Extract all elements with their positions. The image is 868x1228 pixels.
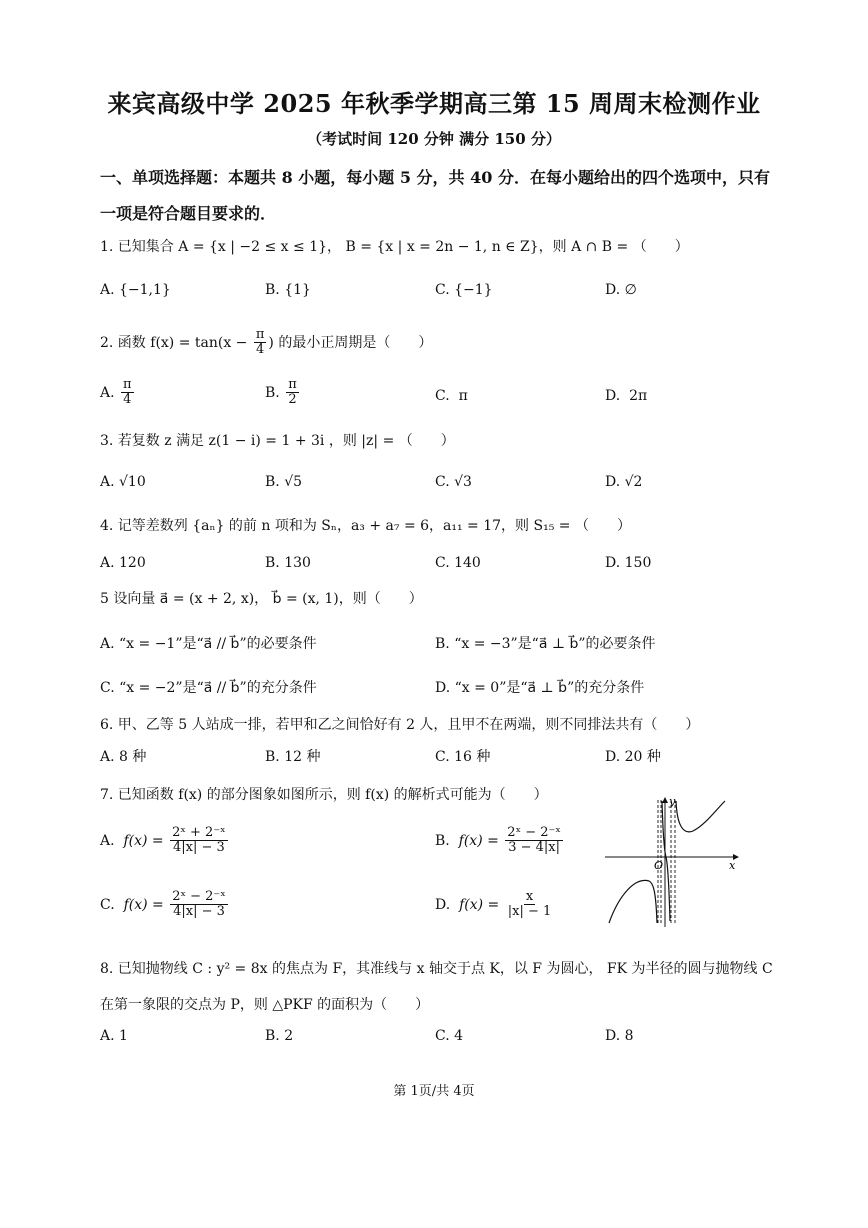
- question-7-function-graph: [605, 795, 745, 930]
- question-2-option-b: [265, 378, 301, 408]
- question-2-stem-pre: 2. 函数 f(x) = tan(x −: [100, 334, 252, 351]
- fraction-denominator: 2: [288, 392, 297, 408]
- fraction-numerator: x: [525, 889, 534, 904]
- x-axis-label: x: [729, 859, 736, 872]
- question-4-option-b: B. 130: [265, 555, 311, 571]
- question-4-option-c: C. 140: [435, 555, 481, 571]
- question-1-option-d: D. ∅: [605, 282, 637, 298]
- question-2-stem: [100, 328, 780, 358]
- option-label: A.: [100, 384, 115, 401]
- fraction-denominator: 4|x| − 3: [173, 904, 225, 920]
- option-lhs: f(x) =: [123, 832, 164, 849]
- question-6-option-a: A. 8 种: [100, 749, 147, 765]
- question-8-stem-line-2: 在第一象限的交点为 P，则 △PKF 的面积为（ ）: [100, 997, 430, 1013]
- curve-middle-branch: [662, 801, 670, 921]
- question-8-option-a: A. 1: [100, 1028, 128, 1044]
- question-2-option-d: [605, 388, 647, 404]
- question-3-stem: 3. 若复数 z 满足 z(1 − i) = 1 + 3i ，则 |z| = （ ）: [100, 433, 455, 449]
- fraction-denominator: 3 − 4|x|: [508, 840, 560, 856]
- option-fraction: [505, 826, 563, 856]
- option-label: D.: [435, 896, 451, 913]
- question-7-option-d: [435, 890, 555, 920]
- curve-left-branch: [609, 880, 657, 923]
- option-fraction: [506, 890, 554, 920]
- question-2-stem-post: ) 的最小正周期是（ ）: [268, 334, 433, 351]
- section-heading: 一、单项选择题：本题共 8 小题，每小题 5 分，共 40 分．在每小题给出的四个选项中，只有一项是符合题目要求的．: [100, 168, 770, 223]
- question-7-stem: 7. 已知函数 f(x) 的部分图象如图所示，则 f(x) 的解析式可能为（ ）: [100, 787, 548, 803]
- option-lhs: f(x) =: [458, 832, 499, 849]
- question-8-option-b: B. 2: [265, 1028, 294, 1044]
- question-3-option-d: D. √2: [605, 474, 643, 490]
- fraction-numerator: π: [123, 377, 132, 392]
- question-6-option-d: D. 20 种: [605, 749, 661, 765]
- question-7-option-c: [100, 890, 230, 920]
- question-6-stem: 6. 甲、乙等 5 人站成一排，若甲和乙之间恰好有 2 人，且甲不在两端，则不同排法共有（ ）: [100, 717, 700, 733]
- question-4-option-a: A. 120: [100, 555, 146, 571]
- question-8-option-c: C. 4: [435, 1028, 464, 1044]
- question-1-option-c: C. {−1}: [435, 282, 493, 298]
- option-label: D.: [605, 388, 621, 404]
- question-8-option-d: D. 8: [605, 1028, 634, 1044]
- question-1-option-a: A. {−1,1}: [100, 282, 171, 298]
- question-5-option-b: B. “x = −3”是“a⃗ ⊥ b⃗”的必要条件: [435, 636, 656, 652]
- option-lhs: f(x) =: [459, 896, 500, 913]
- option-text: 2π: [629, 388, 648, 404]
- option-label: B.: [435, 832, 450, 849]
- fraction-denominator: 4|x| − 3: [173, 840, 225, 856]
- question-5-option-d: D. “x = 0”是“a⃗ ⊥ b⃗”的充分条件: [435, 680, 645, 696]
- option-lhs: f(x) =: [123, 896, 164, 913]
- question-1-option-b: B. {1}: [265, 282, 311, 298]
- question-7-option-b: [435, 826, 565, 856]
- fraction-denominator: |x| − 1: [507, 904, 552, 920]
- question-2-option-a: [100, 378, 136, 408]
- fraction-numerator: π: [288, 377, 297, 392]
- question-2-option-c: [435, 388, 468, 404]
- option-fraction: [170, 826, 228, 856]
- option-text: π: [458, 388, 468, 404]
- question-4-option-d: D. 150: [605, 555, 652, 571]
- fraction-denominator: 4: [123, 392, 132, 408]
- option-fraction: [121, 378, 134, 408]
- option-label: C.: [100, 896, 115, 913]
- question-2-stem-fraction: [254, 328, 267, 358]
- y-axis-label: y: [669, 795, 676, 808]
- fraction-numerator: 2ˣ + 2⁻ˣ: [172, 825, 226, 840]
- question-5-option-c: C. “x = −2”是“a⃗ // b⃗”的充分条件: [100, 680, 317, 696]
- option-label: A.: [100, 832, 115, 849]
- fraction-numerator: 2ˣ − 2⁻ˣ: [507, 825, 561, 840]
- question-5-stem: 5 设向量 a⃗ = (x + 2, x)， b⃗ = (x, 1)，则（ ）: [100, 591, 423, 607]
- option-fraction: [286, 378, 299, 408]
- curve-right-branch: [676, 801, 725, 832]
- fraction-numerator: 2ˣ − 2⁻ˣ: [172, 889, 226, 904]
- origin-label: O: [654, 859, 664, 872]
- fraction-numerator: π: [255, 327, 265, 342]
- question-6-option-b: B. 12 种: [265, 749, 321, 765]
- question-5-option-a: A. “x = −1”是“a⃗ // b⃗”的必要条件: [100, 636, 317, 652]
- question-4-stem: 4. 记等差数列 {aₙ} 的前 n 项和为 Sₙ，a₃ + a₇ = 6，a₁₁ = 17，则 S₁₅ = （ ）: [100, 518, 631, 534]
- page-title: 来宾高级中学 2025 年秋季学期高三第 15 周周末检测作业: [107, 89, 761, 118]
- y-axis-arrow: [662, 797, 668, 803]
- option-label: B.: [265, 384, 280, 401]
- question-7-option-a: [100, 826, 230, 856]
- option-fraction: [170, 890, 228, 920]
- question-3-option-b: B. √5: [265, 474, 303, 490]
- exam-subtitle: （考试时间 120 分钟 满分 150 分）: [307, 130, 561, 148]
- question-1-stem: 1. 已知集合 A = {x | −2 ≤ x ≤ 1}， B = {x | x = 2n − 1, n ∈ Z}，则 A ∩ B = （ ）: [100, 239, 689, 255]
- option-label: C.: [435, 388, 450, 404]
- question-3-option-c: C. √3: [435, 474, 472, 490]
- question-6-option-c: C. 16 种: [435, 749, 491, 765]
- question-8-stem-line-1: 8. 已知抛物线 C : y² = 8x 的焦点为 F，其准线与 x 轴交于点 K，以 F 为圆心， FK 为半径的圆与抛物线 C: [100, 961, 773, 977]
- fraction-denominator: 4: [256, 342, 265, 358]
- question-3-option-a: A. √10: [100, 474, 146, 490]
- page-footer: 第 1页/共 4页: [393, 1084, 475, 1099]
